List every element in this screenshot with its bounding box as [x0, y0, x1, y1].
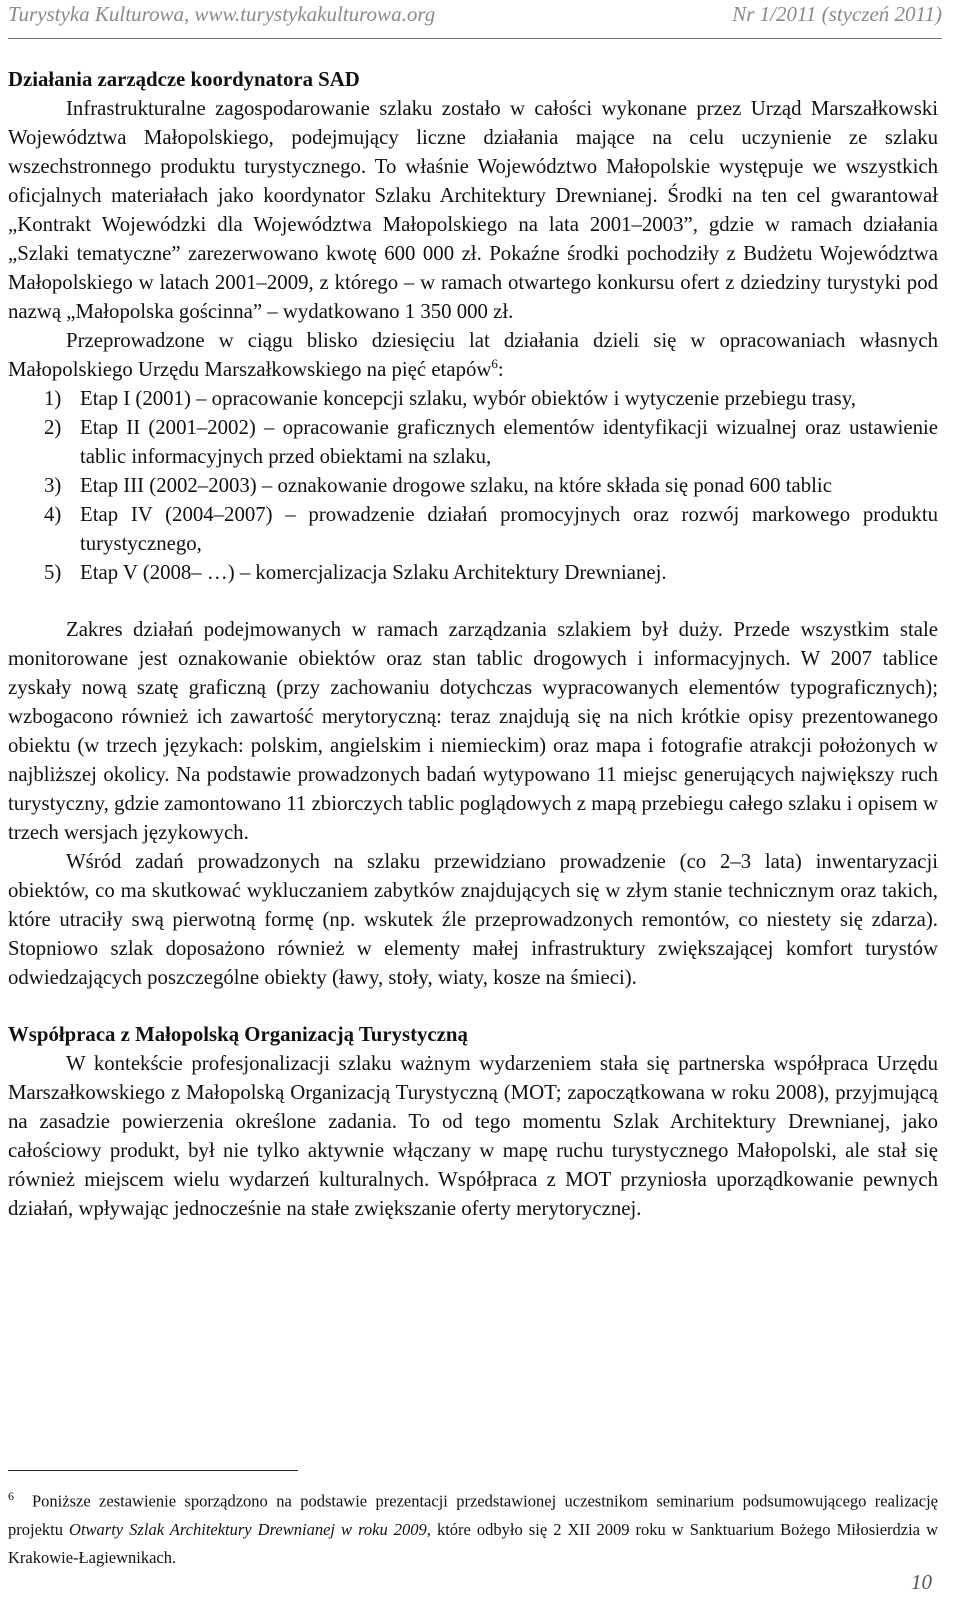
list-number: 3) [44, 474, 62, 497]
footnote-ref[interactable]: 6 [491, 356, 498, 372]
page-number: 10 [911, 1570, 932, 1594]
footnote [8, 1482, 938, 1572]
list-item [8, 471, 938, 500]
article-body [8, 65, 938, 1223]
list-number: 1) [44, 387, 62, 410]
issue-number: Nr 1/2011 (styczeń 2011) [732, 2, 942, 26]
paragraph: W kontekście profesjonalizacji szlaku ważnym wydarzeniem stała się partnerska współpraca Urzędu Marszałkowskiego z Małopolską Organizacją Turystyczną (MOT; zapoczątkowana w roku 2008), przyjmującą na zasadzie powierzenia określone zadania. To od tego momentu Szlak Architektury Drewnianej, jako całościowy produkt, był nie tylko aktywnie włączany w mapę ruchu turystycznego Małopolski, ale stał się również miejscem wielu wydarzeń kulturalnych. Współpraca z MOT przyniosła uporządkowanie pewnych działań, wpływając jednocześnie na stałe zwiększanie oferty merytorycznej. [8, 1052, 938, 1220]
list-text: Etap I (2001) – opracowanie koncepcji szlaku, wybór obiektów i wytyczenie przebiegu trasy, [80, 387, 856, 410]
section-title: Działania zarządcze koordynatora SAD [8, 68, 360, 91]
footnote-divider [8, 1470, 298, 1471]
list-item [8, 384, 938, 413]
footnote-text-end: , które odbyło się 2 XII 2009 roku w Sanktuarium Bożego Miłosierdzia w Krakowie-Łagiewnikach. [8, 1519, 938, 1567]
list-number: 4) [44, 503, 62, 526]
list-item [8, 500, 938, 558]
spacer [8, 587, 938, 615]
paragraph-colon: : [497, 358, 504, 381]
list-text: Etap V (2008– …) – komercjalizacja Szlaku Architektury Drewnianej. [80, 561, 667, 584]
list-item [8, 558, 938, 587]
journal-title: Turystyka Kulturowa, www.turystykakulturowa.org [8, 2, 436, 26]
footnote-project-title: Otwarty Szlak Architektury Drewnianej w roku 2009 [69, 1519, 427, 1539]
stages-list [8, 384, 938, 587]
list-number: 2) [44, 416, 62, 439]
spacer [8, 992, 938, 1020]
paragraph: Infrastrukturalne zagospodarowanie szlaku zostało w całości wykonane przez Urząd Marszałkowski Województwa Małopolskiego, podejmujący liczne działania mające na celu uczynienie ze szlaku wszechstronnego produktu turystycznego. To właśnie Województwo Małopolskie występuje we wszystkich oficjalnych materiałach jako koordynator Szlaku Architektury Drewnianej. Środki na ten cel gwarantował „Kontrakt Wojewódzki dla Województwa Małopolskiego na lata 2001–2003”, gdzie w ramach działania „Szlaki tematyczne” zarezerwowano kwotę 600 000 zł. Pokaźne środki pochodziły z Budżetu Województwa Małopolskiego w latach 2001–2009, z którego – w ramach otwartego konkursu ofert z dziedziny turystyki pod nazwą „Małopolska gościnna” – wydatkowano 1 350 000 zł. [8, 97, 938, 323]
paragraph-text: Przeprowadzone w ciągu blisko dziesięciu lat działania dzieli się w opracowaniach własnych Małopolskiego Urzędu Marszałkowskiego na pięć etapów [8, 329, 938, 381]
footnote-text: Poniższe zestawienie sporządzono na podstawie prezentacji przedstawionej uczestnikom seminarium podsumowującego realizację projektu [8, 1491, 938, 1539]
section-title: Współpraca z Małopolską Organizacją Turystyczną [8, 1023, 468, 1046]
paragraph: Wśród zadań prowadzonych na szlaku przewidziano prowadzenie (co 2–3 lata) inwentaryzacji obiektów, co ma skutkować wykluczaniem zabytków znajdujących się w złym stanie technicznym oraz takich, które utraciły swą pierwotną formę (np. wskutek źle przeprowadzonych remontów, co niestety się zdarza). Stopniowo szlak doposażono również w elementy małej infrastruktury zwiększającej komfort turystów odwiedzających poszczególne obiekty (ławy, stoły, wiaty, kosze na śmieci). [8, 850, 938, 989]
list-text: Etap II (2001–2002) – opracowanie graficznych elementów identyfikacji wizualnej oraz ustawienie tablic informacyjnych przed obiektami na szlaku, [80, 416, 938, 468]
list-item [8, 413, 938, 471]
list-text: Etap III (2002–2003) – oznakowanie drogowe szlaku, na które składa się ponad 600 tablic [80, 474, 832, 497]
list-text: Etap IV (2004–2007) – prowadzenie działań promocyjnych oraz rozwój markowego produktu turystycznego, [80, 503, 938, 555]
footnote-number: 6 [8, 1489, 14, 1503]
page-header [8, 0, 942, 39]
paragraph-stages-intro [8, 326, 938, 384]
list-number: 5) [44, 561, 62, 584]
paragraph: Zakres działań podejmowanych w ramach zarządzania szlakiem był duży. Przede wszystkim stale monitorowane jest oznakowanie obiektów oraz stan tablic drogowych i informacyjnych. W 2007 tablice zyskały nową szatę graficzną (przy zachowaniu dotychczas wypracowanych elementów typograficznych); wzbogacono również ich zawartość merytoryczną: teraz znajdują się na nich krótkie opisy prezentowanego obiektu (w trzech językach: polskim, angielskim i niemieckim) oraz mapa i fotografie atrakcji położonych w najbliższej okolicy. Na podstawie prowadzonych badań wytypowano 11 miejsc generujących największy ruch turystyczny, gdzie zamontowano 11 zbiorczych tablic poglądowych z mapą przebiegu całego szlaku i opisem w trzech wersjach językowych. [8, 618, 938, 844]
